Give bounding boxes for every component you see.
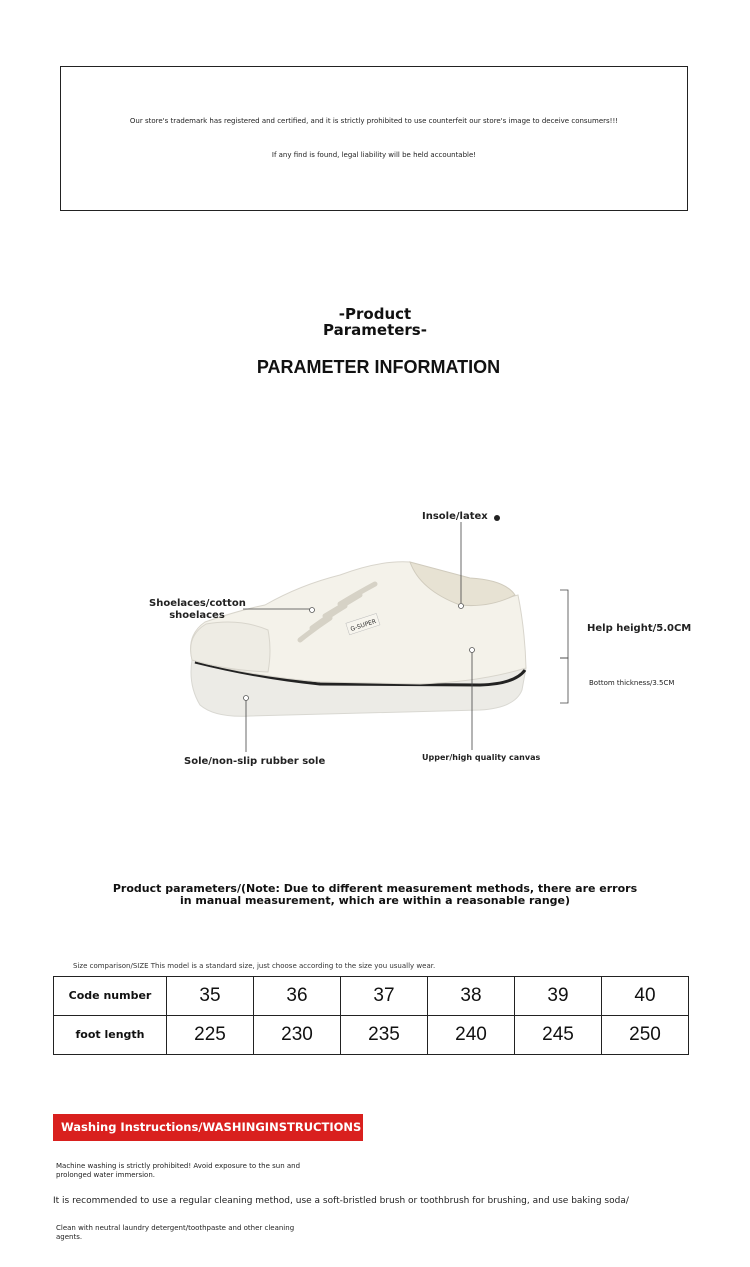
length-cell: 240 — [428, 1016, 515, 1055]
section-title-line-1: -Product — [338, 305, 412, 323]
code-cell: 39 — [515, 977, 602, 1016]
washing-instructions-title: Washing Instructions/WASHINGINSTRUCTIONS — [53, 1114, 363, 1141]
product-parameters-note: Product parameters/(Note: Due to different measurement methods, there are errors in manual measurement, which are within a reasonable range) — [112, 882, 638, 907]
length-cell: 245 — [515, 1016, 602, 1055]
length-cell: 250 — [602, 1016, 689, 1055]
label-sole: Sole/non-slip rubber sole — [184, 756, 326, 767]
notice-line-1: Our store's trademark has registered and certified, and it is strictly prohibited to use counterfeit our store's image to deceive consumers!!! — [129, 117, 619, 125]
length-cell: 225 — [167, 1016, 254, 1055]
label-shoelaces — [149, 598, 245, 622]
size-comparison-note: Size comparison/SIZE This model is a standard size, just choose according to the size you usually wear. — [73, 962, 436, 970]
code-cell: 40 — [602, 977, 689, 1016]
notice-line-2: If any find is found, legal liability will be held accountable! — [271, 151, 477, 159]
shoe-diagram — [0, 500, 750, 780]
washing-line-3: Clean with neutral laundry detergent/toothpaste and other cleaning agents. — [56, 1224, 295, 1241]
washing-line-2: It is recommended to use a regular cleaning method, use a soft-bristled brush or toothbrush for brushing, and use baking soda/ — [53, 1196, 629, 1206]
parameter-information-heading: PARAMETER INFORMATION — [256, 357, 501, 377]
row-header-foot-length: foot length — [54, 1016, 167, 1055]
code-cell: 38 — [428, 977, 515, 1016]
code-cell: 35 — [167, 977, 254, 1016]
code-cell: 37 — [341, 977, 428, 1016]
length-cell: 230 — [254, 1016, 341, 1055]
label-help-height: Help height/5.0CM — [587, 623, 692, 634]
label-bottom-thickness: Bottom thickness/3.5CM — [589, 679, 675, 687]
section-title-line-2: Parameters- — [323, 321, 427, 339]
label-insole: Insole/latex — [422, 511, 488, 522]
label-shoelaces-line-1: Shoelaces/cotton — [149, 598, 246, 609]
code-cell: 36 — [254, 977, 341, 1016]
length-cell: 235 — [341, 1016, 428, 1055]
washing-line-1: Machine washing is strictly prohibited! Avoid exposure to the sun and prolonged water immersion. — [56, 1162, 301, 1179]
table-row-code — [54, 977, 689, 1016]
brand-tag-text: G-SUPER — [349, 618, 378, 633]
insole-marker-dot — [494, 515, 500, 521]
table-row-foot-length — [54, 1016, 689, 1055]
label-shoelaces-line-2: shoelaces — [169, 610, 225, 621]
trademark-notice-box — [60, 66, 688, 211]
size-table — [53, 976, 689, 1055]
label-upper: Upper/high quality canvas — [422, 753, 541, 762]
row-header-code: Code number — [54, 977, 167, 1016]
